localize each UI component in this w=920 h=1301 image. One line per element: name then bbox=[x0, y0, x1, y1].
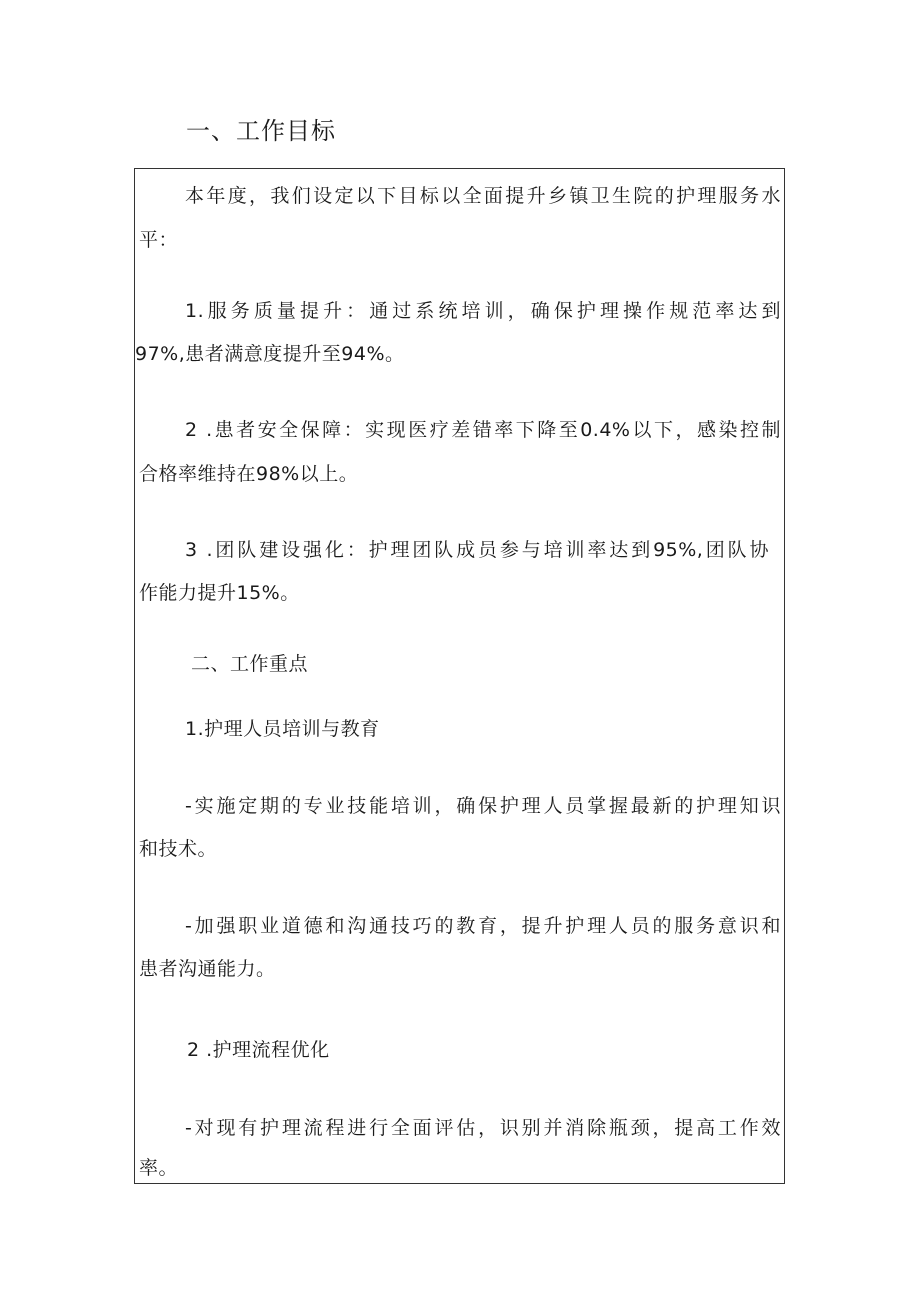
section-2-heading: 二、工作重点 bbox=[191, 653, 309, 675]
goal-1-line-2: 97%,患者满意度提升至94%。 bbox=[135, 343, 405, 365]
goal-2-line-1: 2 .患者安全保障：实现医疗差错率下降至0.4%以下，感染控制 bbox=[185, 419, 781, 441]
item-1-b-line-2: 患者沟通能力。 bbox=[139, 958, 276, 980]
goal-3-line-1: 3 .团队建设强化：护理团队成员参与培训率达到95%,团队协 bbox=[185, 539, 769, 561]
goal-2-line-2: 合格率维持在98%以上。 bbox=[139, 463, 359, 485]
page-heading: 一、工作目标 bbox=[186, 117, 336, 145]
item-1-a-line-2: 和技术。 bbox=[139, 838, 218, 860]
item-1-b-line-1: -加强职业道德和沟通技巧的教育，提升护理人员的服务意识和 bbox=[185, 915, 781, 937]
content-box bbox=[134, 168, 785, 1184]
intro-line-1: 本年度，我们设定以下目标以全面提升乡镇卫生院的护理服务水 bbox=[185, 185, 781, 207]
goal-1-line-1: 1.服务质量提升：通过系统培训，确保护理操作规范率达到 bbox=[185, 300, 781, 322]
goal-3-line-2: 作能力提升15%。 bbox=[139, 582, 300, 604]
item-1-heading: 1.护理人员培训与教育 bbox=[185, 718, 380, 740]
item-2-a-line-2: 率。 bbox=[139, 1157, 179, 1179]
item-2-heading: 2 .护理流程优化 bbox=[187, 1039, 330, 1061]
item-2-a-line-1: -对现有护理流程进行全面评估，识别并消除瓶颈，提高工作效 bbox=[185, 1117, 781, 1139]
item-1-a-line-1: -实施定期的专业技能培训，确保护理人员掌握最新的护理知识 bbox=[185, 795, 781, 817]
intro-line-2: 平： bbox=[139, 229, 179, 251]
